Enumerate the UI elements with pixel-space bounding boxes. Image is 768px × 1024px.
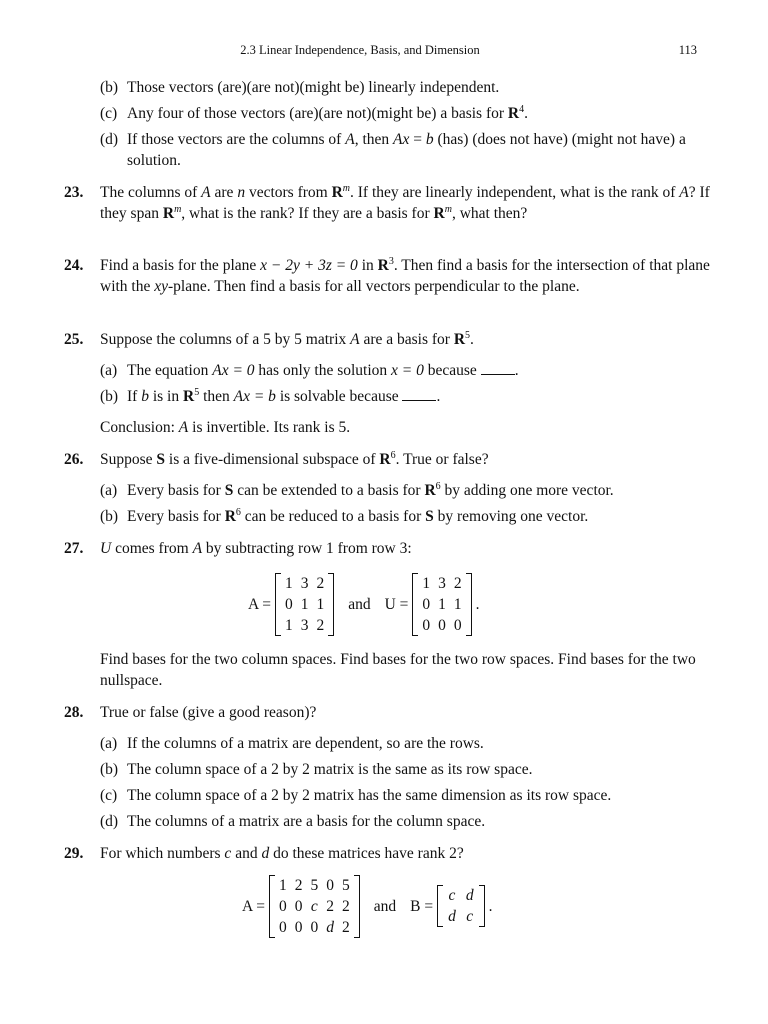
matrix-entry: 0 (310, 918, 319, 936)
matrix-entry: 2 (341, 897, 350, 915)
matrix-entry: 3 (438, 574, 446, 592)
matrix-entry: 0 (422, 595, 431, 613)
matrix-entry: d (326, 918, 334, 936)
problem-23: 23. The columns of A are n vectors from $R^m$. If they are linearly independent, what is the rank of A? If they span $R^m$, what is the rank? If they are a basis for $R^m$, what then? (64, 183, 710, 222)
matrix-entry: 1 (300, 595, 309, 613)
matrix-entry: c (310, 897, 318, 915)
matrix-entry: 2 (326, 897, 334, 915)
matrix-B (437, 885, 485, 927)
matrix-entry: 5 (310, 876, 319, 894)
matrix-equation-27: A = 1 3 2 0 1 1 1 3 2 and U = 1 3 2 0 1 1 0 0 0 . (248, 574, 480, 634)
problem-26: 26. Suppose S is a five-dimensional subspace of $R^6$. True or false? (64, 450, 489, 468)
item-25b: (b) If b is in $R^5$ then Ax = b is solvable because . (100, 387, 441, 405)
matrix-entry: 1 (438, 595, 446, 613)
matrix-A (269, 875, 360, 938)
item-26b: (b) Every basis for $R^6$ can be reduced to a basis for S by removing one vector. (100, 507, 589, 525)
matrix-entry: 0 (453, 616, 462, 634)
matrix-entry: 1 (284, 616, 293, 634)
and-word: and (373, 897, 397, 915)
matrix-A (275, 573, 334, 636)
lhs-A: A = (248, 595, 271, 613)
matrix-entry: 3 (300, 574, 309, 592)
matrix-entry: 0 (438, 616, 446, 634)
matrix-entry: 0 (294, 897, 303, 915)
item-22c: (c) Any four of those vectors (are)(are not)(might be) a basis for $R^4$. (100, 104, 528, 122)
matrix-entry: 1 (316, 595, 325, 613)
matrix-entry: 1 (278, 876, 287, 894)
problem-27-question: Find bases for the two column spaces. Find bases for the two row spaces. Find bases for the two nullspace. (100, 651, 696, 689)
lhs-B: B = (410, 897, 434, 915)
matrix-entry: 2 (341, 918, 350, 936)
matrix-entry: 1 (422, 574, 431, 592)
matrix-entry: 5 (341, 876, 350, 894)
matrix-entry: 2 (316, 616, 325, 634)
matrix-entry: 2 (453, 574, 462, 592)
answer-blank[interactable] (481, 362, 515, 375)
problem-28: 28. True or false (give a good reason)? (64, 704, 317, 721)
and-word: and (348, 595, 371, 613)
matrix-entry: 0 (422, 616, 431, 634)
matrix-entry: c (448, 887, 456, 904)
matrix-U (412, 573, 471, 636)
problem-27: 27. U comes from A by subtracting row 1 from row 3: (64, 540, 412, 557)
conclusion-25: Conclusion: A is invertible. Its rank is 5. (100, 419, 351, 436)
matrix-entry: 0 (278, 918, 287, 936)
item-28c: (c) The column space of a 2 by 2 matrix has the same dimension as its row space. (100, 787, 612, 804)
matrix-entry: 0 (278, 897, 287, 915)
page-number: 113 (678, 43, 697, 57)
item-22b: (b) Those vectors (are)(are not)(might be) linearly independent. (100, 79, 500, 96)
item-28b: (b) The column space of a 2 by 2 matrix is the same as its row space. (100, 761, 533, 778)
matrix-entry: 0 (294, 918, 303, 936)
matrix-entry: 0 (326, 876, 334, 894)
matrix-entry: 0 (284, 595, 293, 613)
item-26a: (a) Every basis for S can be extended to a basis for $R^6$ by adding one more vector. (100, 481, 614, 499)
matrix-entry: 2 (316, 574, 325, 592)
matrix-equation-29: A = 1 2 5 0 5 0 0 c 2 2 0 0 0 d 2 and B = c d d c . (242, 876, 493, 936)
item-28a: (a) If the columns of a matrix are dependent, so are the rows. (100, 735, 484, 752)
problem-29: 29. For which numbers c and d do these matrices have rank 2? (64, 845, 464, 862)
matrix-entry: d (465, 887, 474, 904)
matrix-entry: d (448, 908, 456, 925)
item-22d: (d) If those vectors are the columns of A, then Ax = b (has) (does not have) (might not have) a solution. (100, 131, 686, 169)
problem-25: 25. Suppose the columns of a 5 by 5 matrix A are a basis for $R^5$. (64, 330, 474, 348)
matrix-entry: 1 (284, 574, 293, 592)
lhs-U: U = (384, 595, 409, 613)
matrix-entry: 2 (294, 876, 303, 894)
section-title: 2.3 Linear Independence, Basis, and Dimension (240, 43, 480, 57)
lhs-A: A = (242, 897, 265, 915)
matrix-entry: 3 (300, 616, 309, 634)
matrix-entry: c (466, 908, 474, 925)
item-25a: (a) The equation Ax = 0 has only the solution x = 0 because . (100, 362, 519, 379)
problem-24: 24. Find a basis for the plane x − 2y + 3z = 0 in $R^3$. Then find a basis for the intersection of that plane with the xy-plane. Then find a basis for all vectors perpendicular to the plane. (64, 256, 710, 295)
answer-blank[interactable] (402, 388, 436, 401)
item-28d: (d) The columns of a matrix are a basis for the column space. (100, 813, 486, 830)
matrix-entry: 1 (453, 595, 462, 613)
